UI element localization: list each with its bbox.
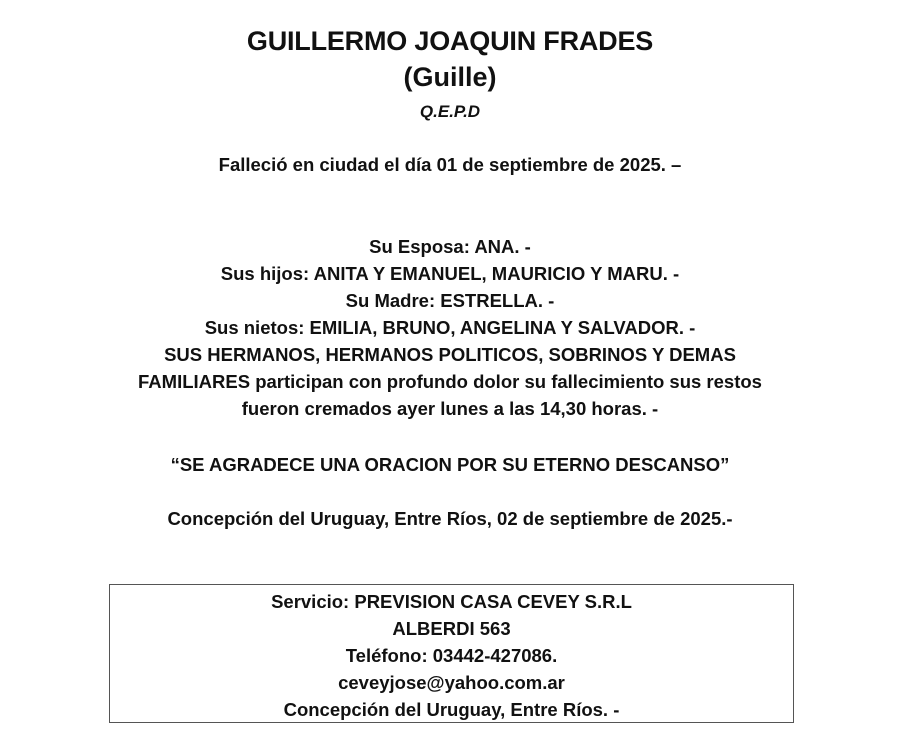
funeral-service-box: [109, 584, 794, 723]
service-phone: Teléfono: 03442-427086.: [345, 645, 558, 666]
family-siblings: SUS HERMANOS, HERMANOS POLITICOS, SOBRINOS Y DEMAS: [164, 344, 736, 365]
death-announcement: Falleció en ciudad el día 01 de septiembre de 2025. –: [218, 154, 682, 175]
service-address: ALBERDI 563: [392, 618, 511, 639]
family-participation: FAMILIARES participan con profundo dolor su fallecimiento sus restos: [138, 371, 762, 392]
family-wife: Su Esposa: ANA. -: [369, 236, 531, 257]
service-city: Concepción del Uruguay, Entre Ríos. -: [283, 699, 620, 720]
cremation-details: fueron cremados ayer lunes a las 14,30 horas. -: [241, 398, 659, 419]
deceased-nickname: (Guille): [403, 62, 497, 92]
place-and-date: Concepción del Uruguay, Entre Ríos, 02 de septiembre de 2025.-: [167, 508, 733, 529]
prayer-request: “SE AGRADECE UNA ORACION POR SU ETERNO DESCANSO”: [170, 454, 730, 475]
family-mother: Su Madre: ESTRELLA. -: [345, 290, 555, 311]
qepd-abbreviation: Q.E.P.D: [419, 102, 481, 121]
family-grandchildren: Sus nietos: EMILIA, BRUNO, ANGELINA Y SALVADOR. -: [204, 317, 696, 338]
service-email: ceveyjose@yahoo.com.ar: [338, 672, 565, 693]
family-children: Sus hijos: ANITA Y EMANUEL, MAURICIO Y MARU. -: [220, 263, 680, 284]
deceased-full-name: GUILLERMO JOAQUIN FRADES: [246, 26, 654, 56]
service-provider: Servicio: PREVISION CASA CEVEY S.R.L: [271, 591, 632, 612]
